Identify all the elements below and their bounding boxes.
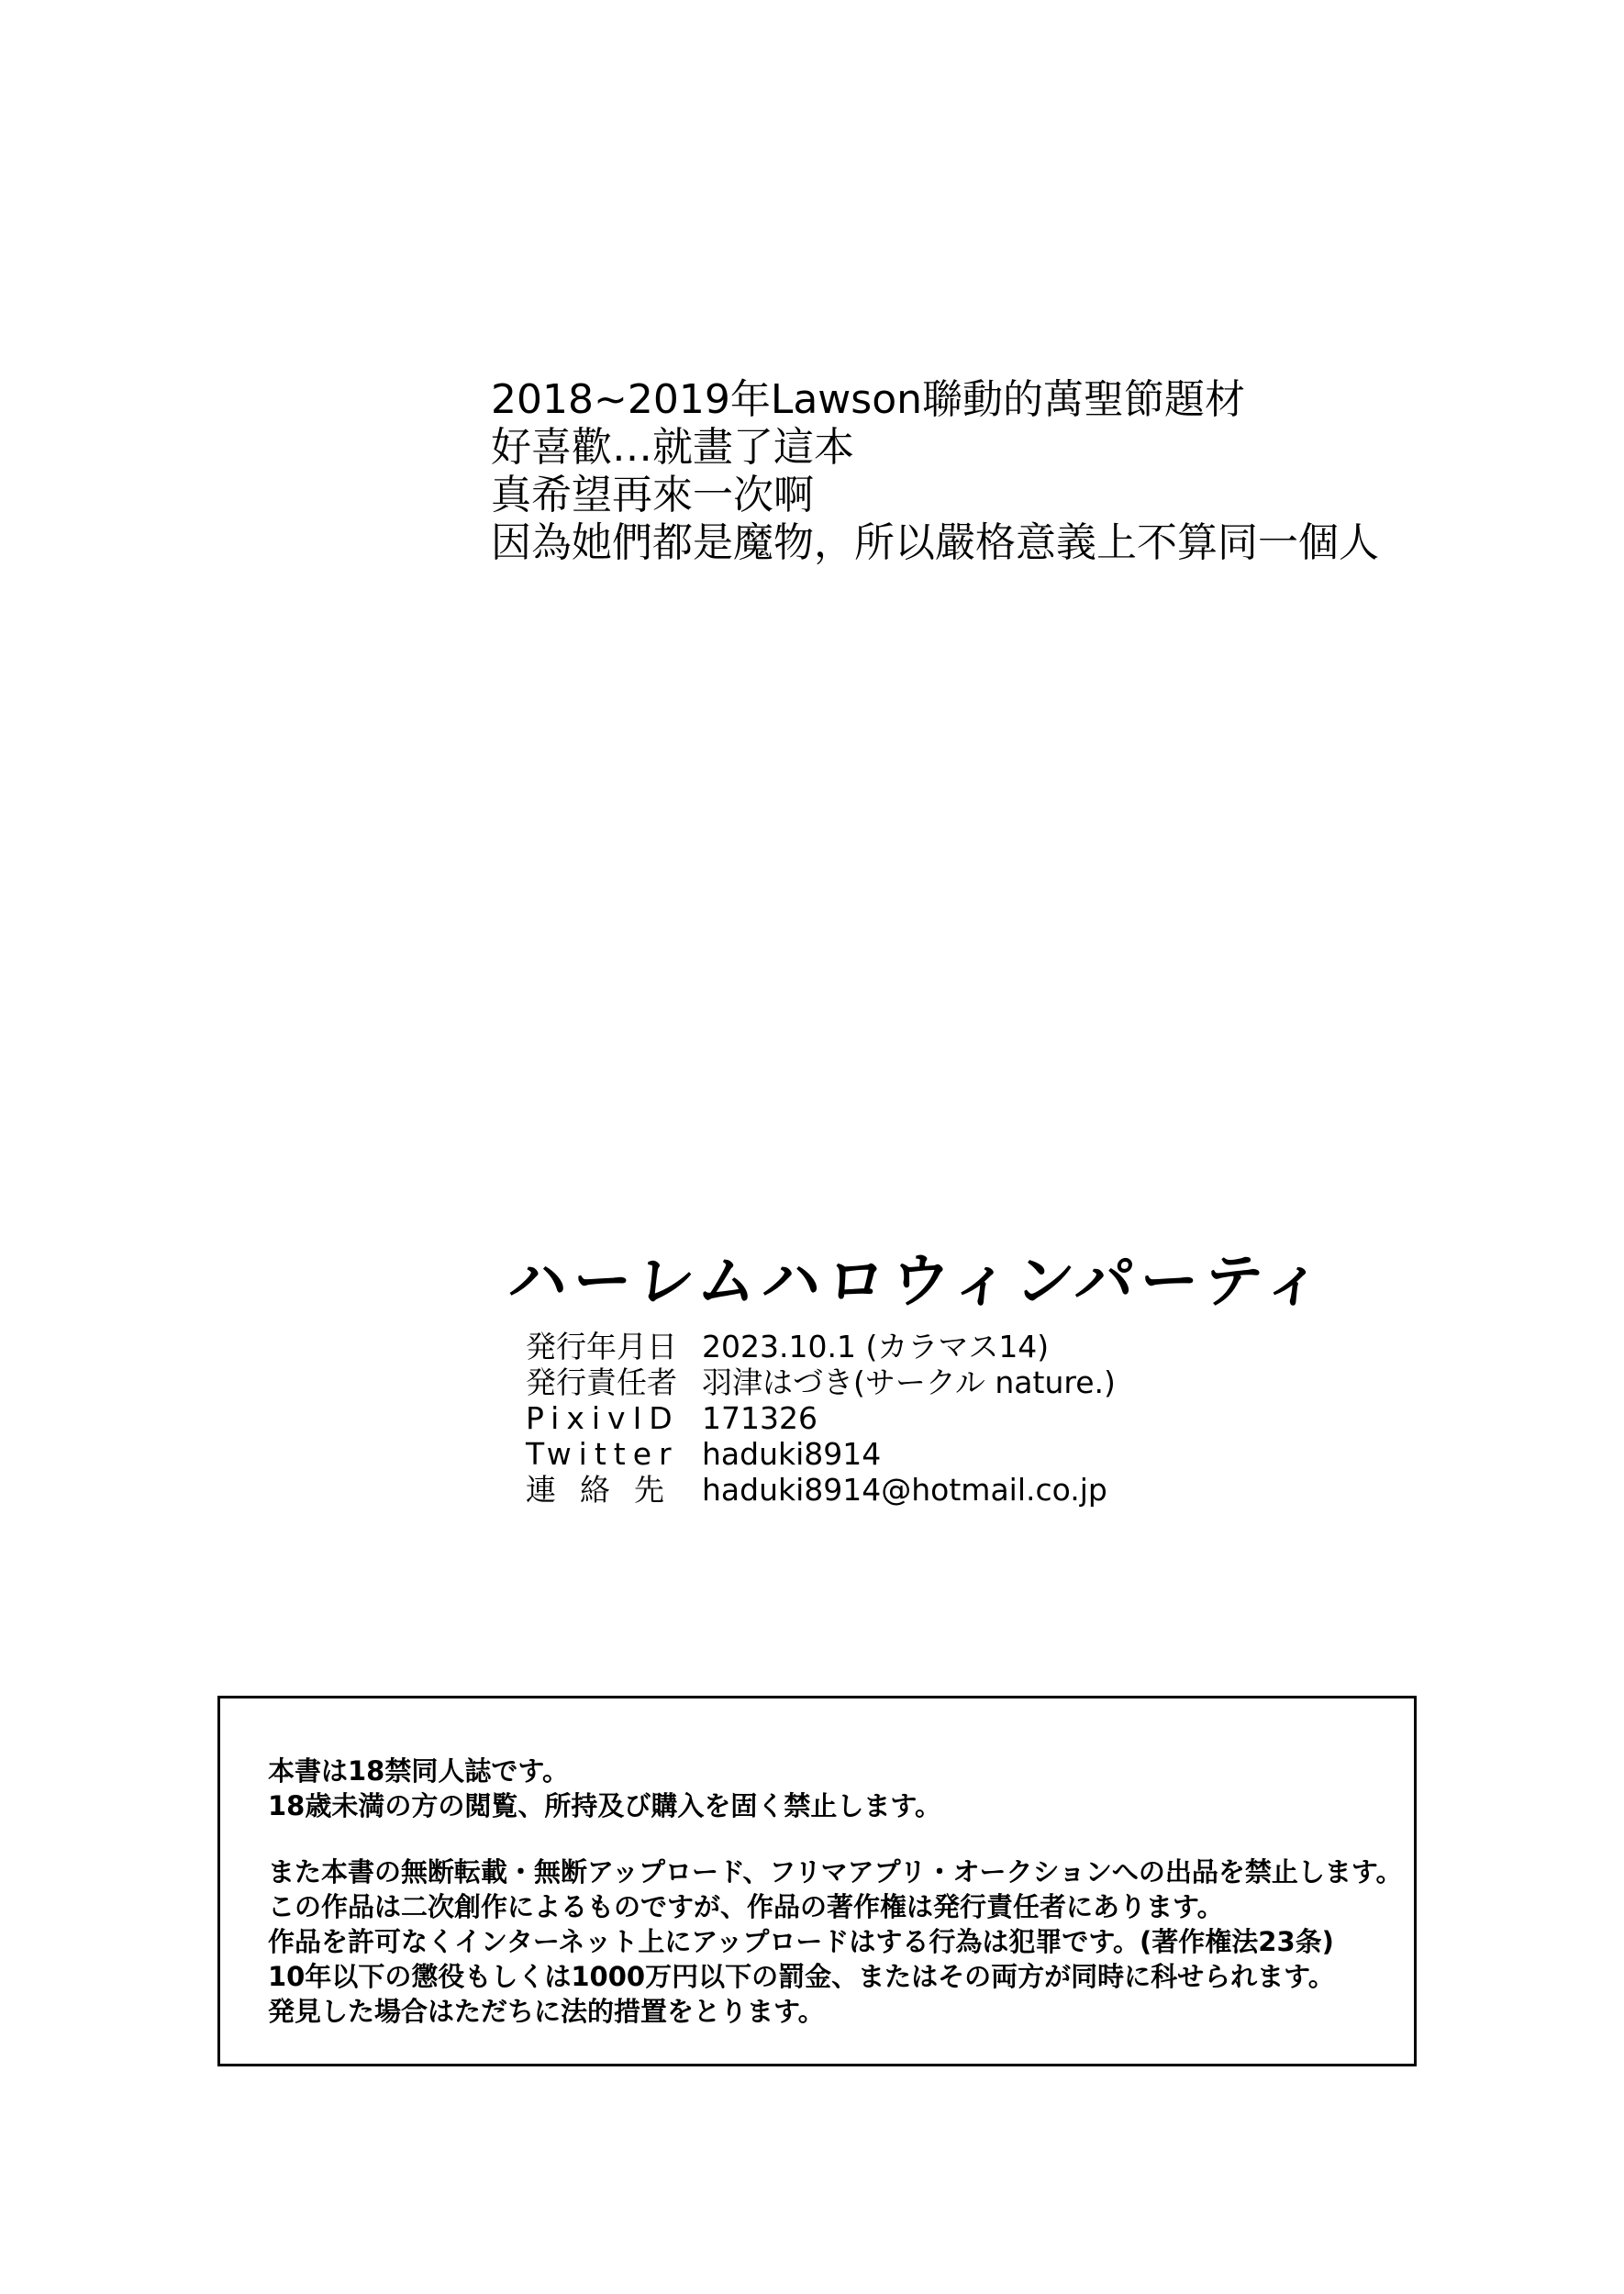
colophon-row-contact bbox=[526, 1472, 1351, 1508]
notice-spacer bbox=[268, 1823, 1378, 1854]
colophon bbox=[526, 1329, 1351, 1508]
colophon-value: 2023.10.1 (カラマス14) bbox=[702, 1329, 1050, 1364]
author-note-line: 2018~2019年Lawson聯動的萬聖節題材 bbox=[491, 376, 1246, 423]
colophon-row-publisher bbox=[526, 1364, 1351, 1400]
colophon-row-pixiv bbox=[526, 1400, 1351, 1436]
legal-notice-text bbox=[268, 1754, 1403, 2029]
colophon-label: 発行年月日 bbox=[526, 1329, 677, 1364]
notice-line: 本書は18禁同人誌です。 bbox=[268, 1755, 570, 1787]
author-note-line: 真希望再來一次啊 bbox=[491, 472, 814, 518]
notice-line: 作品を許可なくインターネット上にアップロードはする行為は犯罪です。(著作権法23条) bbox=[268, 1926, 1334, 1957]
colophon-value: haduki8914 bbox=[702, 1436, 882, 1472]
colophon-value: 羽津はづき(サークル nature.) bbox=[702, 1364, 1116, 1400]
notice-line: 発見した場合はただちに法的措置をとります。 bbox=[268, 1996, 825, 2027]
colophon-row-publish-date bbox=[526, 1329, 1351, 1364]
colophon-label: 連絡先 bbox=[526, 1472, 688, 1508]
author-note-line: 因為她們都是魔物，所以嚴格意義上不算同一個人 bbox=[491, 519, 1379, 566]
colophon-row-twitter bbox=[526, 1436, 1351, 1472]
author-note-line: 好喜歡…就畫了這本 bbox=[491, 424, 854, 471]
notice-line: この作品は二次創作によるものですが、作品の著作権は発行責任者にあります。 bbox=[268, 1891, 1224, 1922]
notice-line: また本書の無断転載・無断アップロード、フリマアプリ・オークションへの出品を禁止します。 bbox=[268, 1856, 1403, 1888]
notice-line: 18歳未満の方の閲覧、所持及び購入を固く禁止します。 bbox=[268, 1790, 942, 1821]
book-title: ハーレムハロウィンパーティ bbox=[505, 1248, 1331, 1316]
colophon-label: PixivID bbox=[526, 1400, 680, 1436]
legal-notice-box bbox=[217, 1696, 1417, 2066]
colophon-value: 171326 bbox=[702, 1400, 818, 1436]
author-note bbox=[491, 376, 1500, 567]
colophon-label: 発行責任者 bbox=[526, 1364, 677, 1400]
notice-line: 10年以下の懲役もしくは1000万円以下の罰金、またはその両方が同時に科せられます。 bbox=[268, 1961, 1335, 1992]
colophon-label: Twitter bbox=[526, 1436, 679, 1472]
colophon-value: haduki8914@hotmail.co.jp bbox=[702, 1472, 1107, 1508]
